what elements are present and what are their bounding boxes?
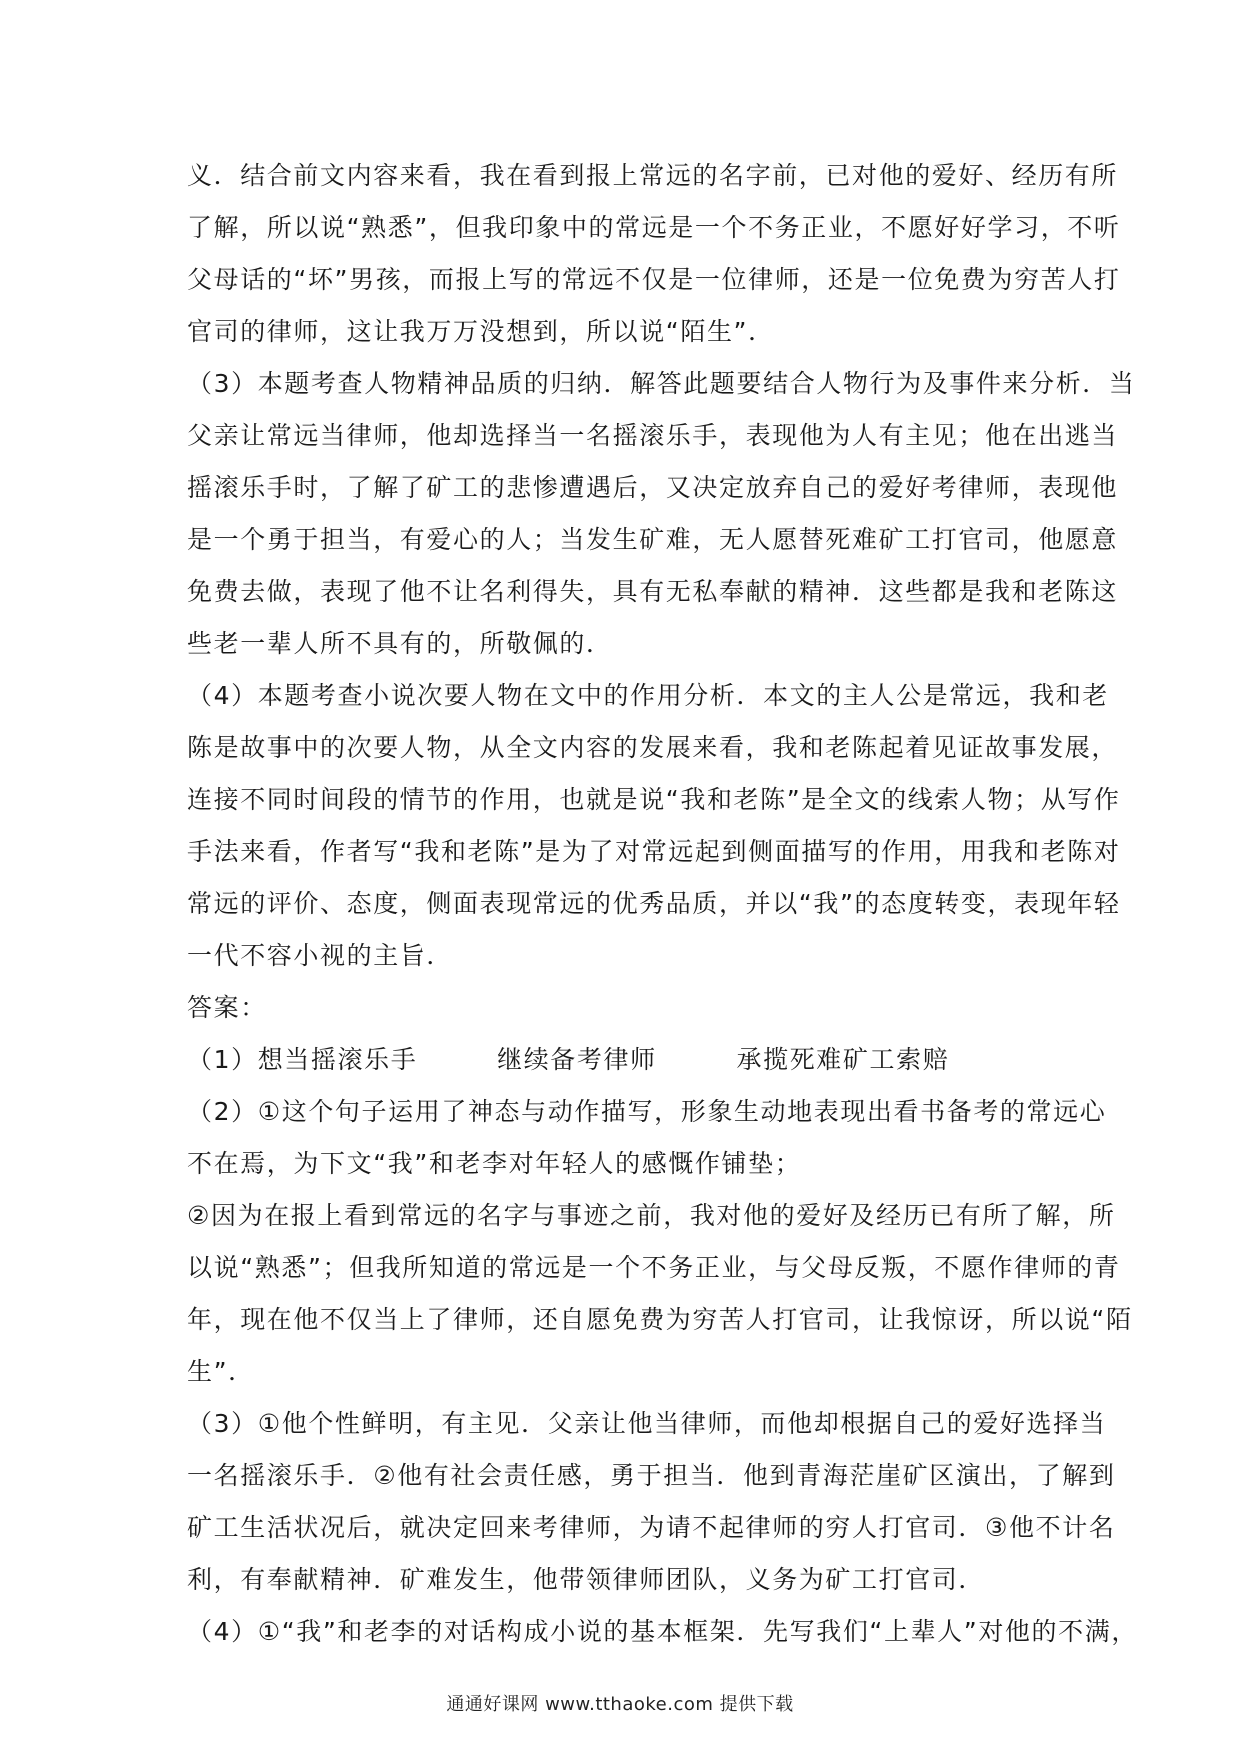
- text-line: （4）①“我”和老李的对话构成小说的基本框架．先写我们“上辈人”对他的不满，: [187, 1617, 1138, 1646]
- answers-heading: 答案：: [187, 993, 267, 1022]
- text-line: 官司的律师，这让我万万没想到，所以说“陌生”．: [187, 317, 775, 346]
- text-line: ②因为在报上看到常远的名字与事迹之前，我对他的爱好及经历已有所了解，所: [187, 1201, 1116, 1230]
- text-line: 些老一辈人所不具有的，所敬佩的．: [187, 629, 613, 658]
- text-line: 矿工生活状况后，就决定回来考律师，为请不起律师的穷人打官司．③他不计名: [187, 1513, 1116, 1542]
- text-line: 义．结合前文内容来看，我在看到报上常远的名字前，已对他的爱好、经历有所: [187, 161, 1119, 190]
- text-line: 生”．: [187, 1357, 255, 1386]
- answer-analysis-text: [187, 150, 1138, 1658]
- text-line: 常远的评价、态度，侧面表现常远的优秀品质，并以“我”的态度转变，表现年轻: [187, 889, 1121, 918]
- text-line: 一代不容小视的主旨．: [187, 941, 454, 970]
- text-line: 一名摇滚乐手．②他有社会责任感，勇于担当．他到青海茫崖矿区演出，了解到: [187, 1461, 1116, 1490]
- text-line: 是一个勇于担当，有爱心的人；当发生矿难，无人愿替死难矿工打官司，他愿意: [187, 525, 1119, 554]
- text-line: 陈是故事中的次要人物，从全文内容的发展来看，我和老陈起着见证故事发展，: [187, 733, 1119, 762]
- text-line: （2）①这个句子运用了神态与动作描写，形象生动地表现出看书备考的常远心: [187, 1097, 1107, 1126]
- answer-1-line: （1）想当摇滚乐手 继续备考律师 承揽死难矿工索赔: [187, 1045, 950, 1074]
- text-line: 连接不同时间段的情节的作用，也就是说“我和老陈”是全文的线索人物；从写作: [187, 785, 1121, 814]
- text-line: 年，现在他不仅当上了律师，还自愿免费为穷苦人打官司，让我惊讶，所以说“陌: [187, 1305, 1133, 1334]
- text-line: 父母话的“坏”男孩，而报上写的常远不仅是一位律师，还是一位免费为穷苦人打: [187, 265, 1121, 294]
- text-line: （3）本题考查人物精神品质的归纳．解答此题要结合人物行为及事件来分析．当: [187, 369, 1136, 398]
- text-line: 父亲让常远当律师，他却选择当一名摇滚乐手，表现他为人有主见；他在出逃当: [187, 421, 1119, 450]
- text-line: 不在焉，为下文“我”和老李对年轻人的感慨作铺垫；: [187, 1149, 802, 1178]
- text-line: 免费去做，表现了他不让名利得失，具有无私奉献的精神．这些都是我和老陈这: [187, 577, 1119, 606]
- text-line: 以说“熟悉”；但我所知道的常远是一个不务正业，与父母反叛，不愿作律师的青: [187, 1253, 1121, 1282]
- text-line: （4）本题考查小说次要人物在文中的作用分析．本文的主人公是常远，我和老: [187, 681, 1109, 710]
- text-line: 利，有奉献精神．矿难发生，他带领律师团队，义务为矿工打官司．: [187, 1565, 986, 1594]
- page-footer: 通通好课网 www.tthaoke.com 提供下载: [446, 1694, 794, 1715]
- text-line: 了解，所以说“熟悉”，但我印象中的常远是一个不务正业，不愿好好学习，不听: [187, 213, 1121, 242]
- text-line: （3）①他个性鲜明，有主见．父亲让他当律师，而他却根据自己的爱好选择当: [187, 1409, 1107, 1438]
- text-line: 摇滚乐手时，了解了矿工的悲惨遭遇后，又决定放弃自己的爱好考律师，表现他: [187, 473, 1119, 502]
- text-line: 手法来看，作者写“我和老陈”是为了对常远起到侧面描写的作用，用我和老陈对: [187, 837, 1121, 866]
